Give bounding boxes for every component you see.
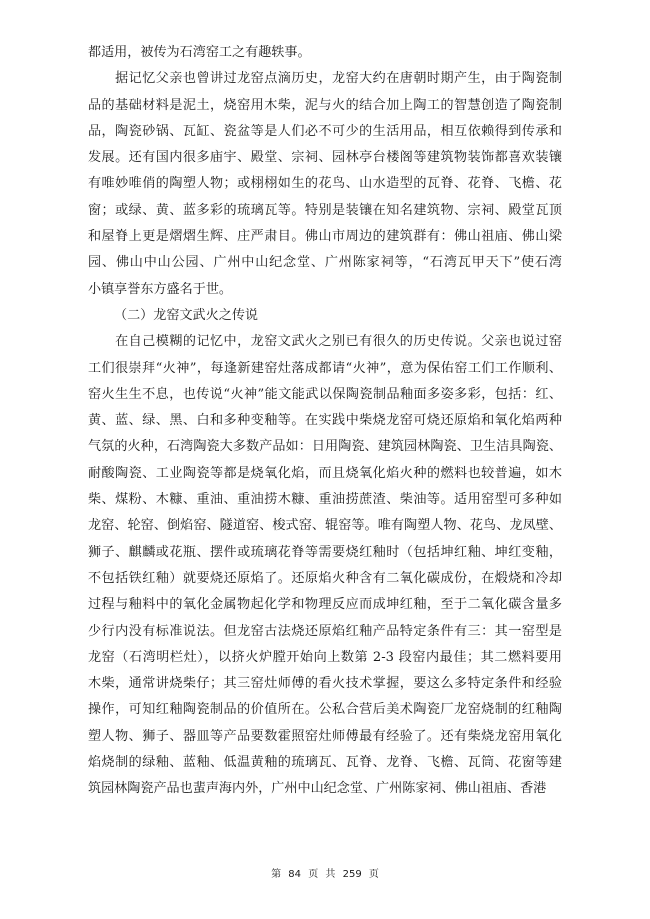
footer-page-label: 页 [308,869,319,880]
text-line: 在自己模糊的记忆中，龙窑文武火之别已有很久的历史传说。父亲也说过窑 [88,334,562,350]
text-line: 塑人物、狮子、器皿等产品要数霍照窑灶师傅最有经验了。还有柴烧龙窑用氧化 [88,728,562,744]
paragraph [88,329,562,802]
text-line: 都适用，被传为石湾窑工之有趣轶事。 [88,45,311,60]
text-line: 柴、煤粉、木糠、重油、重油捞木糠、重油捞蔗渣、柴油等。适用窑型可多种如 [88,492,562,508]
footer-total-label: 共 [325,869,336,880]
text-line: 园、佛山中山公园、广州中山纪念堂、广州陈家祠等，“石湾瓦甲天下”使石湾 [88,255,562,271]
text-line: 龙窑（石湾明栏灶），以挤火炉膛开始向上数第 2-3 段窑内最佳；其二燃料要用 [88,649,562,665]
text-line: 少行内没有标准说法。但龙窑古法烧还原焰红釉产品特定条件有三：其一窑型是 [88,623,562,639]
page-footer [0,865,650,880]
paragraph [88,40,562,66]
section-heading: （二）龙窑文武火之传说 [114,307,259,323]
paragraph [88,66,562,303]
footer-total-pages: 259 [342,869,362,880]
text-line: 工们很崇拜“火神”，每逢新建窑灶落成都请“火神”，意为保佑窑工们工作顺利、 [88,360,562,376]
text-line: 窑火生生不息，也传说“火神”能文能武以保陶瓷制品釉面多姿多彩，包括：红、 [88,386,562,402]
text-line: 木柴，通常讲烧柴仔；其三窑灶师傅的看火技术掌握，要这么多特定条件和经验 [88,676,562,692]
footer-prefix: 第 [271,869,282,880]
text-line: 耐酸陶瓷、工业陶瓷等都是烧氧化焰，而且烧氧化焰火种的燃料也较普遍，如木 [88,465,562,481]
page-content [88,40,562,803]
footer-page-number: 84 [288,869,302,880]
footer-suffix: 页 [368,869,379,880]
text-line: 有唯妙唯俏的陶塑人物；或栩栩如生的花鸟、山水造型的瓦脊、花脊、飞檐、花 [88,176,562,192]
text-line: 品的基础材料是泥土，烧窑用木柴，泥与火的结合加上陶工的智慧创造了陶瓷制 [88,97,562,113]
text-line: 发展。还有国内很多庙宇、殿堂、宗祠、园林亭台楼阁等建筑物装饰都喜欢装镶 [88,150,562,166]
text-line: 狮子、麒麟或花瓶、摆件或琉璃花脊等需要烧红釉时（包括坤红釉、坤红变釉， [88,544,562,560]
text-line: 和屋脊上更是熠熠生辉、庄严肃目。佛山市周边的建筑群有：佛山祖庙、佛山梁 [88,229,562,245]
text-line: 过程与釉料中的氧化金属物起化学和物理反应而成坤红釉，至于二氧化碳含量多 [88,597,562,613]
text-line: 气氛的火种，石湾陶瓷大多数产品如：日用陶瓷、建筑园林陶瓷、卫生洁具陶瓷、 [88,439,562,455]
text-line: 品，陶瓷砂锅、瓦缸、瓷盆等是人们必不可少的生活用品，相互依赖得到传承和 [88,123,562,139]
text-line: 窗；或绿、黄、蓝多彩的琉璃瓦等。特别是装镶在知名建筑物、宗祠、殿堂瓦顶 [88,202,562,218]
text-line: 筑园林陶瓷产品也蜚声海内外，广州中山纪念堂、广州陈家祠、佛山祖庙、香港 [88,781,547,797]
text-line: 龙窑、轮窑、倒焰窑、隧道窑、梭式窑、辊窑等。唯有陶塑人物、花鸟、龙凤壁、 [88,518,562,534]
text-line: 小镇享誉东方盛名于世。 [88,281,233,297]
text-line: 黄、蓝、绿、黑、白和多种变釉等。在实践中柴烧龙窑可烧还原焰和氧化焰两种 [88,413,562,429]
text-line: 焰烧制的绿釉、蓝釉、低温黄釉的琉璃瓦、瓦脊、龙脊、飞檐、瓦筒、花窗等建 [88,755,562,771]
text-line: 不包括铁红釉）就要烧还原焰了。还原焰火种含有二氧化碳成份，在煅烧和冷却 [88,570,562,586]
text-line: 据记忆父亲也曾讲过龙窑点滴历史，龙窑大约在唐朝时期产生，由于陶瓷制 [88,71,562,87]
text-line: 操作，可知红釉陶瓷制品的价值所在。公私合营后美术陶瓷厂龙窑烧制的红釉陶 [88,702,562,718]
